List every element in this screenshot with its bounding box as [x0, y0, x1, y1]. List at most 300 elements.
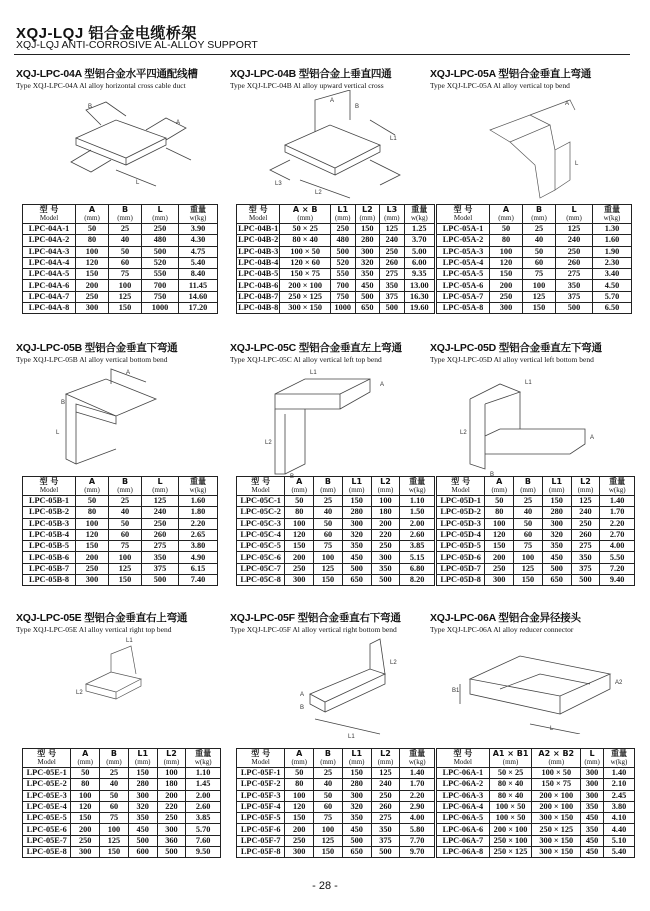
table-cell: 80 × 40	[489, 790, 532, 801]
table-cell: 125	[571, 496, 600, 507]
table-row	[237, 269, 435, 280]
section-subtitle: Type XQJ-LPC-05C Al alloy vertical left top bend	[230, 355, 382, 364]
column-header: B (mm)	[514, 477, 543, 496]
table-cell: 300 × 150	[532, 847, 581, 858]
table-cell: 5.00	[404, 246, 434, 257]
table-cell: 40	[314, 779, 343, 790]
table-cell: LPC-05F-4	[237, 801, 285, 812]
table-cell: 60	[514, 529, 543, 540]
table-cell: 260	[571, 529, 600, 540]
column-header: A (mm)	[76, 477, 109, 496]
table-cell: 50	[285, 768, 314, 779]
table-cell: 120	[76, 257, 109, 268]
section-subtitle: Type XQJ-LPC-05A Al alloy vertical top bend	[430, 81, 570, 90]
table-cell: 300	[581, 768, 604, 779]
table-row	[23, 291, 218, 302]
table-cell: 50	[523, 246, 556, 257]
svg-text:L: L	[575, 161, 579, 167]
table-cell: 250 × 125	[280, 291, 331, 302]
table-row	[437, 280, 632, 291]
table-row	[437, 235, 632, 246]
table-cell: 1.90	[593, 246, 632, 257]
column-header: 重量 w(kg)	[400, 749, 435, 768]
table-cell: 250	[571, 518, 600, 529]
table-cell: 19.60	[404, 303, 434, 314]
table-cell: LPC-06A-1	[437, 768, 490, 779]
table-cell: 375	[142, 563, 179, 574]
table-cell: 350	[556, 280, 593, 291]
column-header: 型 号 Model	[237, 749, 285, 768]
table-row	[237, 507, 435, 518]
table-cell: 240	[556, 235, 593, 246]
table-cell: LPC-04B-4	[238, 258, 279, 268]
table-cell: 6.15	[179, 563, 218, 574]
column-header: B (mm)	[109, 205, 142, 224]
svg-text:L1: L1	[126, 638, 133, 644]
page-number: - 28 -	[312, 880, 338, 892]
table-cell: 150	[314, 575, 343, 586]
table-cell: 5.70	[186, 824, 221, 835]
table-cell: LPC-05C-6	[237, 552, 285, 563]
table-cell: LPC-05F-3	[237, 790, 285, 801]
table-row	[437, 563, 635, 574]
column-header: L (mm)	[556, 205, 593, 224]
table-cell: 80	[285, 779, 314, 790]
table-cell: 50	[485, 496, 514, 507]
table-cell: 350	[371, 824, 400, 835]
svg-text:L2: L2	[390, 660, 397, 666]
table-cell: 300	[342, 790, 371, 801]
table-cell: LPC-05E-8	[23, 847, 71, 858]
table-cell: 1.40	[600, 496, 635, 507]
table-cell: 8.20	[400, 575, 435, 586]
table-cell: 100	[100, 824, 129, 835]
column-header: B (mm)	[523, 205, 556, 224]
column-header: 型 号 Model	[437, 749, 490, 768]
table-cell: 300	[485, 575, 514, 586]
product-drawing	[230, 634, 435, 744]
table-cell: 275	[371, 813, 400, 824]
product-section	[16, 66, 221, 346]
page-title-cn: XQJ-LQJ 铝合金电缆桥架	[16, 25, 197, 42]
table-cell: 120	[490, 257, 523, 268]
table-cell: 375	[380, 291, 405, 302]
table-cell: 40	[100, 779, 129, 790]
svg-text:A: A	[300, 692, 305, 698]
table-cell: 250	[142, 518, 179, 529]
product-section	[430, 340, 635, 620]
spec-table	[436, 476, 635, 586]
table-cell: 250	[490, 291, 523, 302]
table-cell: 5.70	[593, 291, 632, 302]
spec-table	[22, 476, 218, 586]
svg-text:L1: L1	[310, 370, 317, 376]
table-cell: 7.40	[179, 575, 218, 586]
table-row	[237, 824, 435, 835]
table-row	[437, 303, 632, 314]
table-cell: 150	[542, 496, 571, 507]
table-row	[437, 257, 632, 268]
table-header-row	[237, 205, 435, 224]
table-cell: LPC-05D-7	[437, 563, 485, 574]
table-cell: LPC-05E-1	[23, 768, 71, 779]
product-drawing	[430, 364, 635, 479]
table-row	[437, 518, 635, 529]
table-cell: LPC-06A-2	[437, 779, 490, 790]
column-header: 型 号 Model	[237, 477, 285, 496]
column-header: L1 (mm)	[330, 205, 355, 224]
table-cell: 320	[542, 529, 571, 540]
column-header: A (mm)	[285, 477, 314, 496]
table-cell: 300	[76, 575, 109, 586]
table-cell: 4.50	[593, 280, 632, 291]
table-cell: 40	[314, 507, 343, 518]
table-cell: LPC-05D-6	[437, 552, 485, 563]
table-cell: LPC-04A-8	[23, 303, 76, 314]
column-header: A2 × B2 (mm)	[532, 749, 581, 768]
table-cell: 150	[109, 575, 142, 586]
section-subtitle: Type XQJ-LPC-05B Al alloy vertical bottom bend	[16, 355, 168, 364]
table-row	[437, 813, 635, 824]
product-section	[430, 610, 635, 890]
table-header-row	[237, 477, 435, 496]
table-cell: 40	[109, 507, 142, 518]
table-cell: 60	[109, 529, 142, 540]
svg-text:A: A	[126, 370, 131, 376]
product-drawing	[230, 90, 435, 200]
table-cell: 650	[342, 575, 371, 586]
column-header: 型 号 Model	[23, 477, 76, 496]
table-cell: LPC-05B-3	[23, 518, 76, 529]
table-cell: 250 × 125	[489, 847, 532, 858]
table-row	[237, 224, 435, 235]
table-cell: 250	[142, 224, 179, 235]
table-cell: 80	[76, 507, 109, 518]
table-cell: 300	[285, 575, 314, 586]
table-row	[437, 768, 635, 779]
table-cell: 3.90	[179, 224, 218, 235]
table-cell: 3.85	[400, 541, 435, 552]
table-cell: 320	[342, 801, 371, 812]
product-drawing	[16, 634, 221, 734]
product-section	[430, 66, 635, 346]
table-cell: 200	[285, 552, 314, 563]
table-cell: 100	[285, 518, 314, 529]
table-cell: 3.40	[593, 269, 632, 280]
table-cell: 25	[100, 768, 129, 779]
table-row	[237, 790, 435, 801]
table-row	[23, 280, 218, 291]
table-cell: LPC-05D-1	[437, 496, 485, 507]
table-cell: 100	[76, 518, 109, 529]
table-cell: 700	[330, 280, 355, 291]
table-cell: LPC-05E-4	[23, 801, 71, 812]
table-cell: 500	[371, 847, 400, 858]
table-cell: LPC-04A-6	[23, 280, 76, 291]
table-row	[237, 552, 435, 563]
section-title: XQJ-LPC-04B 型铝合金上垂直四通	[230, 68, 392, 80]
table-cell: 100	[109, 552, 142, 563]
table-cell: LPC-05C-1	[237, 496, 285, 507]
table-cell: 125	[523, 291, 556, 302]
table-cell: 2.00	[400, 518, 435, 529]
table-cell: LPC-05B-5	[23, 541, 76, 552]
table-cell: 300	[490, 303, 523, 314]
table-cell: LPC-04B-8	[238, 303, 279, 313]
section-title: XQJ-LPC-06A 型铝合金异径接头	[430, 612, 581, 624]
table-cell: 350	[128, 813, 157, 824]
table-row	[23, 303, 218, 314]
table-row	[23, 813, 221, 824]
column-header: L1 (mm)	[342, 477, 371, 496]
table-cell: 200	[157, 790, 186, 801]
table-cell: 350	[581, 824, 604, 835]
section-subtitle: Type XQJ-LPC-04B Al alloy upward vertical cross	[230, 81, 384, 90]
table-cell: 260	[556, 257, 593, 268]
table-cell: 80	[485, 507, 514, 518]
column-header: 型 号 Model	[437, 205, 490, 224]
table-cell: 100 × 50	[489, 813, 532, 824]
table-cell: 240	[571, 507, 600, 518]
table-row	[437, 552, 635, 563]
column-header: L3 (mm)	[380, 205, 405, 224]
table-cell: LPC-05F-7	[237, 835, 285, 846]
table-cell: 60	[100, 801, 129, 812]
table-cell: 350	[342, 541, 371, 552]
table-cell: 450	[342, 824, 371, 835]
table-cell: 4.40	[604, 824, 635, 835]
table-cell: 200	[490, 280, 523, 291]
table-cell: LPC-05A-2	[437, 235, 490, 246]
svg-text:L1: L1	[348, 734, 355, 740]
table-cell: 2.60	[186, 801, 221, 812]
table-cell: LPC-04B-5	[238, 269, 279, 279]
table-cell: 50	[314, 790, 343, 801]
table-cell: LPC-05C-2	[237, 507, 285, 518]
svg-text:B: B	[290, 474, 295, 479]
table-cell: 120 × 60	[280, 257, 331, 268]
spec-table	[236, 748, 435, 858]
table-row	[237, 257, 435, 268]
table-row	[237, 291, 435, 302]
spec-table	[236, 476, 435, 586]
column-header: 型 号 Model	[237, 205, 280, 224]
table-row	[23, 575, 218, 586]
table-cell: 2.45	[604, 790, 635, 801]
table-cell: 500	[342, 835, 371, 846]
page-title-en: XQJ-LQJ ANTI-CORROSIVE AL-ALLOY SUPPORT	[16, 39, 258, 51]
column-header: L2 (mm)	[571, 477, 600, 496]
table-cell: 4.00	[600, 541, 635, 552]
svg-text:B1: B1	[452, 688, 460, 694]
table-cell: 550	[142, 269, 179, 280]
table-cell: 350	[542, 541, 571, 552]
table-row	[237, 847, 435, 858]
table-cell: 250	[71, 835, 100, 846]
table-cell: 320	[342, 529, 371, 540]
table-cell: 150	[285, 541, 314, 552]
table-cell: 2.90	[400, 801, 435, 812]
section-title: XQJ-LPC-05E 型铝合金垂直右上弯通	[16, 612, 188, 624]
column-header: B (mm)	[109, 477, 142, 496]
table-cell: 600	[128, 847, 157, 858]
table-cell: 125	[109, 563, 142, 574]
table-cell: 280	[542, 507, 571, 518]
table-row	[237, 779, 435, 790]
table-cell: 14.60	[179, 291, 218, 302]
table-cell: 250 × 100	[489, 835, 532, 846]
column-header: 型 号 Model	[23, 749, 71, 768]
table-cell: 150	[76, 269, 109, 280]
product-drawing	[16, 364, 221, 474]
column-header: 型 号 Model	[437, 477, 485, 496]
table-cell: 220	[371, 529, 400, 540]
table-cell: 2.60	[400, 529, 435, 540]
svg-text:L2: L2	[460, 430, 467, 436]
table-cell: 5.15	[400, 552, 435, 563]
table-cell: 50	[109, 246, 142, 257]
table-cell: 200	[371, 518, 400, 529]
table-cell: 500	[128, 835, 157, 846]
table-cell: 40	[514, 507, 543, 518]
table-cell: 300	[342, 518, 371, 529]
table-cell: LPC-05E-7	[23, 835, 71, 846]
table-cell: 80	[76, 235, 109, 246]
table-cell: 220	[157, 801, 186, 812]
table-cell: 280	[128, 779, 157, 790]
table-row	[23, 824, 221, 835]
product-drawing	[430, 90, 635, 200]
table-cell: 300 × 150	[280, 303, 331, 314]
table-row	[437, 529, 635, 540]
table-cell: 5.40	[179, 257, 218, 268]
table-cell: 5.40	[604, 847, 635, 858]
column-header: 重量 w(kg)	[593, 205, 632, 224]
table-cell: 7.60	[186, 835, 221, 846]
section-title: XQJ-LPC-05C 型铝合金垂直左上弯通	[230, 342, 402, 354]
table-row	[437, 224, 632, 235]
table-cell: LPC-05B-2	[23, 507, 76, 518]
table-cell: 250	[330, 224, 355, 235]
product-section	[230, 340, 435, 620]
table-cell: 300	[371, 552, 400, 563]
table-cell: 1.60	[179, 496, 218, 507]
table-cell: 25	[523, 224, 556, 235]
table-cell: 450	[581, 847, 604, 858]
table-cell: 250	[380, 246, 405, 257]
table-cell: 100	[490, 246, 523, 257]
section-subtitle: Type XQJ-LPC-05E Al alloy vertical right top bend	[16, 625, 172, 634]
table-cell: 100	[485, 518, 514, 529]
table-cell: 500	[142, 246, 179, 257]
table-cell: 250	[371, 541, 400, 552]
table-cell: 25	[109, 496, 142, 507]
table-cell: 200	[285, 824, 314, 835]
table-cell: 3.80	[179, 541, 218, 552]
table-row	[437, 496, 635, 507]
table-cell: 17.20	[179, 303, 218, 314]
section-title: XQJ-LPC-04A 型铝合金水平四通配线槽	[16, 68, 198, 80]
column-header: B (mm)	[100, 749, 129, 768]
table-cell: LPC-05A-4	[437, 257, 490, 268]
table-cell: 60	[314, 529, 343, 540]
table-cell: 7.20	[600, 563, 635, 574]
table-cell: 350	[380, 280, 405, 291]
table-cell: 200	[485, 552, 514, 563]
column-header: L1 (mm)	[342, 749, 371, 768]
column-header: L (mm)	[142, 205, 179, 224]
section-title: XQJ-LPC-05F 型铝合金垂直右下弯通	[230, 612, 401, 624]
table-cell: 5.50	[600, 552, 635, 563]
table-cell: 4.90	[179, 552, 218, 563]
table-cell: 300 × 150	[532, 835, 581, 846]
table-cell: 150	[514, 575, 543, 586]
column-header: L (mm)	[142, 477, 179, 496]
svg-text:A: A	[380, 382, 385, 388]
table-cell: 500	[342, 563, 371, 574]
product-drawing	[230, 364, 435, 479]
table-cell: 50	[514, 518, 543, 529]
table-cell: 75	[109, 541, 142, 552]
table-cell: 120	[285, 529, 314, 540]
table-row	[437, 291, 632, 302]
svg-text:A2: A2	[615, 680, 623, 686]
svg-text:L: L	[56, 430, 60, 436]
table-cell: LPC-05F-5	[237, 813, 285, 824]
table-row	[23, 257, 218, 268]
table-cell: 5.80	[400, 824, 435, 835]
table-cell: LPC-05F-6	[237, 824, 285, 835]
svg-text:L: L	[550, 726, 554, 732]
column-header: A (mm)	[71, 749, 100, 768]
column-header: A (mm)	[485, 477, 514, 496]
spec-table	[236, 204, 435, 314]
table-row	[437, 269, 632, 280]
table-cell: 450	[128, 824, 157, 835]
table-cell: 25	[314, 768, 343, 779]
table-cell: 250	[556, 246, 593, 257]
table-cell: 500	[330, 246, 355, 257]
svg-text:L2: L2	[315, 190, 322, 196]
table-cell: 300	[542, 518, 571, 529]
table-cell: LPC-06A-8	[437, 847, 490, 858]
table-cell: 150	[355, 224, 380, 235]
table-cell: 2.70	[600, 529, 635, 540]
table-cell: LPC-05D-5	[437, 541, 485, 552]
table-cell: 750	[142, 291, 179, 302]
table-cell: LPC-04B-6	[238, 280, 279, 290]
table-cell: 4.30	[179, 235, 218, 246]
table-cell: LPC-05A-5	[437, 269, 490, 280]
column-header: A (mm)	[285, 749, 314, 768]
table-cell: LPC-04A-2	[23, 235, 76, 246]
table-row	[23, 496, 218, 507]
table-cell: 50	[76, 224, 109, 235]
table-cell: 650	[342, 847, 371, 858]
table-cell: LPC-04B-1	[238, 224, 279, 234]
table-cell: LPC-04B-7	[238, 291, 279, 301]
table-cell: 3.80	[604, 801, 635, 812]
table-cell: 350	[142, 552, 179, 563]
table-cell: 250	[285, 835, 314, 846]
table-row	[237, 541, 435, 552]
table-cell: 1.50	[400, 507, 435, 518]
table-cell: 450	[581, 835, 604, 846]
table-cell: 450	[542, 552, 571, 563]
table-cell: 25	[514, 496, 543, 507]
table-header-row	[23, 749, 221, 768]
table-cell: LPC-04A-3	[23, 246, 76, 257]
